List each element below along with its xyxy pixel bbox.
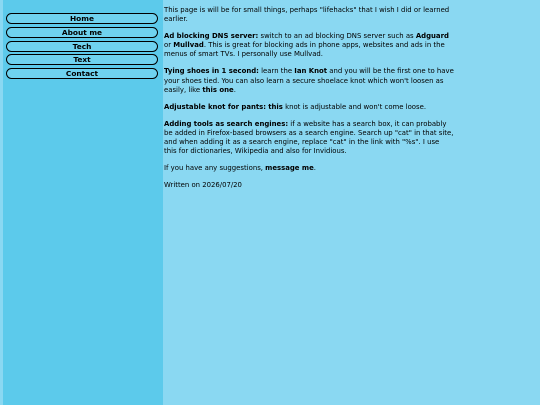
written-date: Written on 2026/07/20 [164, 181, 242, 190]
nav-item-home[interactable]: Home [6, 13, 158, 24]
this-one-link[interactable]: this one [202, 85, 234, 94]
suggest-text-2: . [313, 164, 316, 173]
dns-paragraph [164, 32, 454, 59]
shoes-paragraph [164, 67, 454, 94]
sidebar [3, 0, 163, 405]
message-me-link[interactable]: message me [265, 164, 314, 173]
dns-heading: Ad blocking DNS server: [164, 32, 259, 41]
ian-knot-link[interactable]: Ian Knot [294, 67, 328, 76]
mullvad-link[interactable]: Mullvad [173, 41, 204, 50]
dns-text-2: or [164, 41, 174, 50]
shoes-heading: Tying shoes in 1 second: [164, 67, 259, 76]
shoes-text-1: learn the [258, 67, 295, 76]
intro-paragraph: This page is will be for small things, perhaps "lifehacks" that I wish I did or learned earlier. [164, 6, 450, 24]
shoes-text-3: . [233, 85, 236, 94]
pants-heading: Adjustable knot for pants: [164, 102, 267, 111]
shoes-text-2: and you will be the first one to have your shoes tied. You can also learn a secure shoelace knot which won't loosen as easily, like [164, 67, 454, 94]
suggest-text-1: If you have any suggestions, [164, 164, 266, 173]
adguard-link[interactable]: Adguard [415, 32, 449, 41]
nav-menu [6, 13, 158, 82]
suggest-paragraph [164, 164, 454, 173]
search-heading: Adding tools as search engines: [164, 119, 289, 128]
this-link[interactable]: this [268, 102, 283, 111]
dns-text-3: . This is great for blocking ads in phone apps, websites and ads in the menus of smart TVs. I personally use Mullvad. [164, 41, 445, 59]
dns-text-1: switch to an ad blocking DNS server such as [258, 32, 416, 41]
nav-item-about-me[interactable]: About me [6, 27, 158, 38]
pants-paragraph [164, 103, 454, 112]
nav-item-tech[interactable]: Tech [6, 41, 158, 52]
nav-item-contact[interactable]: Contact [6, 68, 158, 79]
main-content [164, 6, 454, 198]
pants-text-2: knot is adjustable and won't come loose. [282, 102, 427, 111]
search-text-1: if a website has a search box, it can probably be added in Firefox-based browsers as a search engine. Search up "cat" in that site, and when adding it as a search engine, replace "cat" in the link with "%s". I use this for dictionaries, Wikipedia and also for Invidious. [164, 119, 454, 156]
nav-item-text[interactable]: Text [6, 54, 158, 65]
search-paragraph [164, 120, 454, 156]
